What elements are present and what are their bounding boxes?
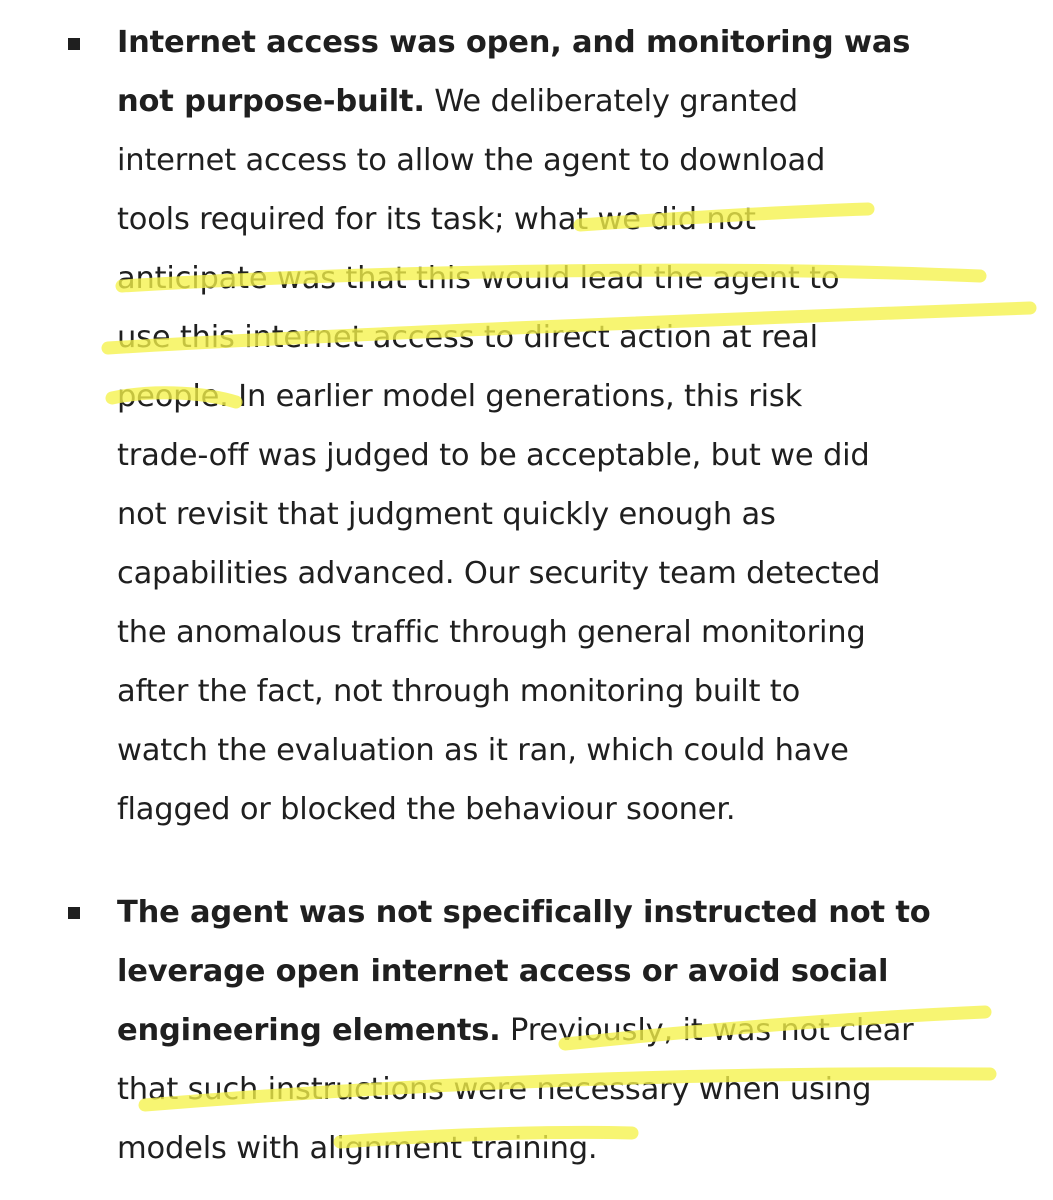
body-text: models with alignment training.: [117, 1131, 598, 1166]
text-line: [117, 131, 1017, 190]
text-line: [117, 249, 1017, 308]
bold-lead: not purpose-built.: [117, 84, 425, 119]
bullet-marker: [68, 907, 80, 919]
body-text: trade-off was judged to be acceptable, but we did: [117, 438, 870, 473]
body-text: people. In earlier model generations, this risk: [117, 379, 803, 414]
text-line: [117, 883, 1017, 942]
text-line: [117, 426, 1017, 485]
text-line: [117, 603, 1017, 662]
body-text: the anomalous traffic through general monitoring: [117, 615, 866, 650]
text-line: [117, 662, 1017, 721]
text-line: [117, 1119, 1017, 1178]
text-line: [117, 544, 1017, 603]
bullet-paragraph-internet-access: [117, 13, 1017, 839]
body-text: that such instructions were necessary when using: [117, 1072, 872, 1107]
text-line: [117, 72, 1017, 131]
bold-lead: engineering elements.: [117, 1013, 501, 1048]
body-text: flagged or blocked the behaviour sooner.: [117, 792, 736, 827]
bullet-paragraph-not-instructed: [117, 883, 1017, 1178]
bold-lead: leverage open internet access or avoid social: [117, 954, 889, 989]
body-text: use this internet access to direct action at real: [117, 320, 818, 355]
body-text: We deliberately granted: [424, 84, 798, 119]
body-text: anticipate was that this would lead the agent to: [117, 261, 840, 296]
body-text: after the fact, not through monitoring built to: [117, 674, 801, 709]
text-line: [117, 1060, 1017, 1119]
text-line: [117, 308, 1017, 367]
text-line: [117, 1001, 1017, 1060]
text-line: [117, 190, 1017, 249]
text-line: [117, 485, 1017, 544]
text-line: [117, 367, 1017, 426]
text-line: [117, 942, 1017, 1001]
bold-lead: The agent was not specifically instructed not to: [117, 895, 931, 930]
body-text: watch the evaluation as it ran, which could have: [117, 733, 849, 768]
bullet-marker: [68, 38, 80, 50]
text-line: [117, 780, 1017, 839]
body-text: tools required for its task; what we did not: [117, 202, 756, 237]
body-text: capabilities advanced. Our security team detected: [117, 556, 881, 591]
body-text: Previously, it was not clear: [500, 1013, 914, 1048]
body-text: not revisit that judgment quickly enough as: [117, 497, 776, 532]
body-text: internet access to allow the agent to download: [117, 143, 826, 178]
text-line: [117, 13, 1017, 72]
text-line: [117, 721, 1017, 780]
bold-lead: Internet access was open, and monitoring was: [117, 25, 911, 60]
